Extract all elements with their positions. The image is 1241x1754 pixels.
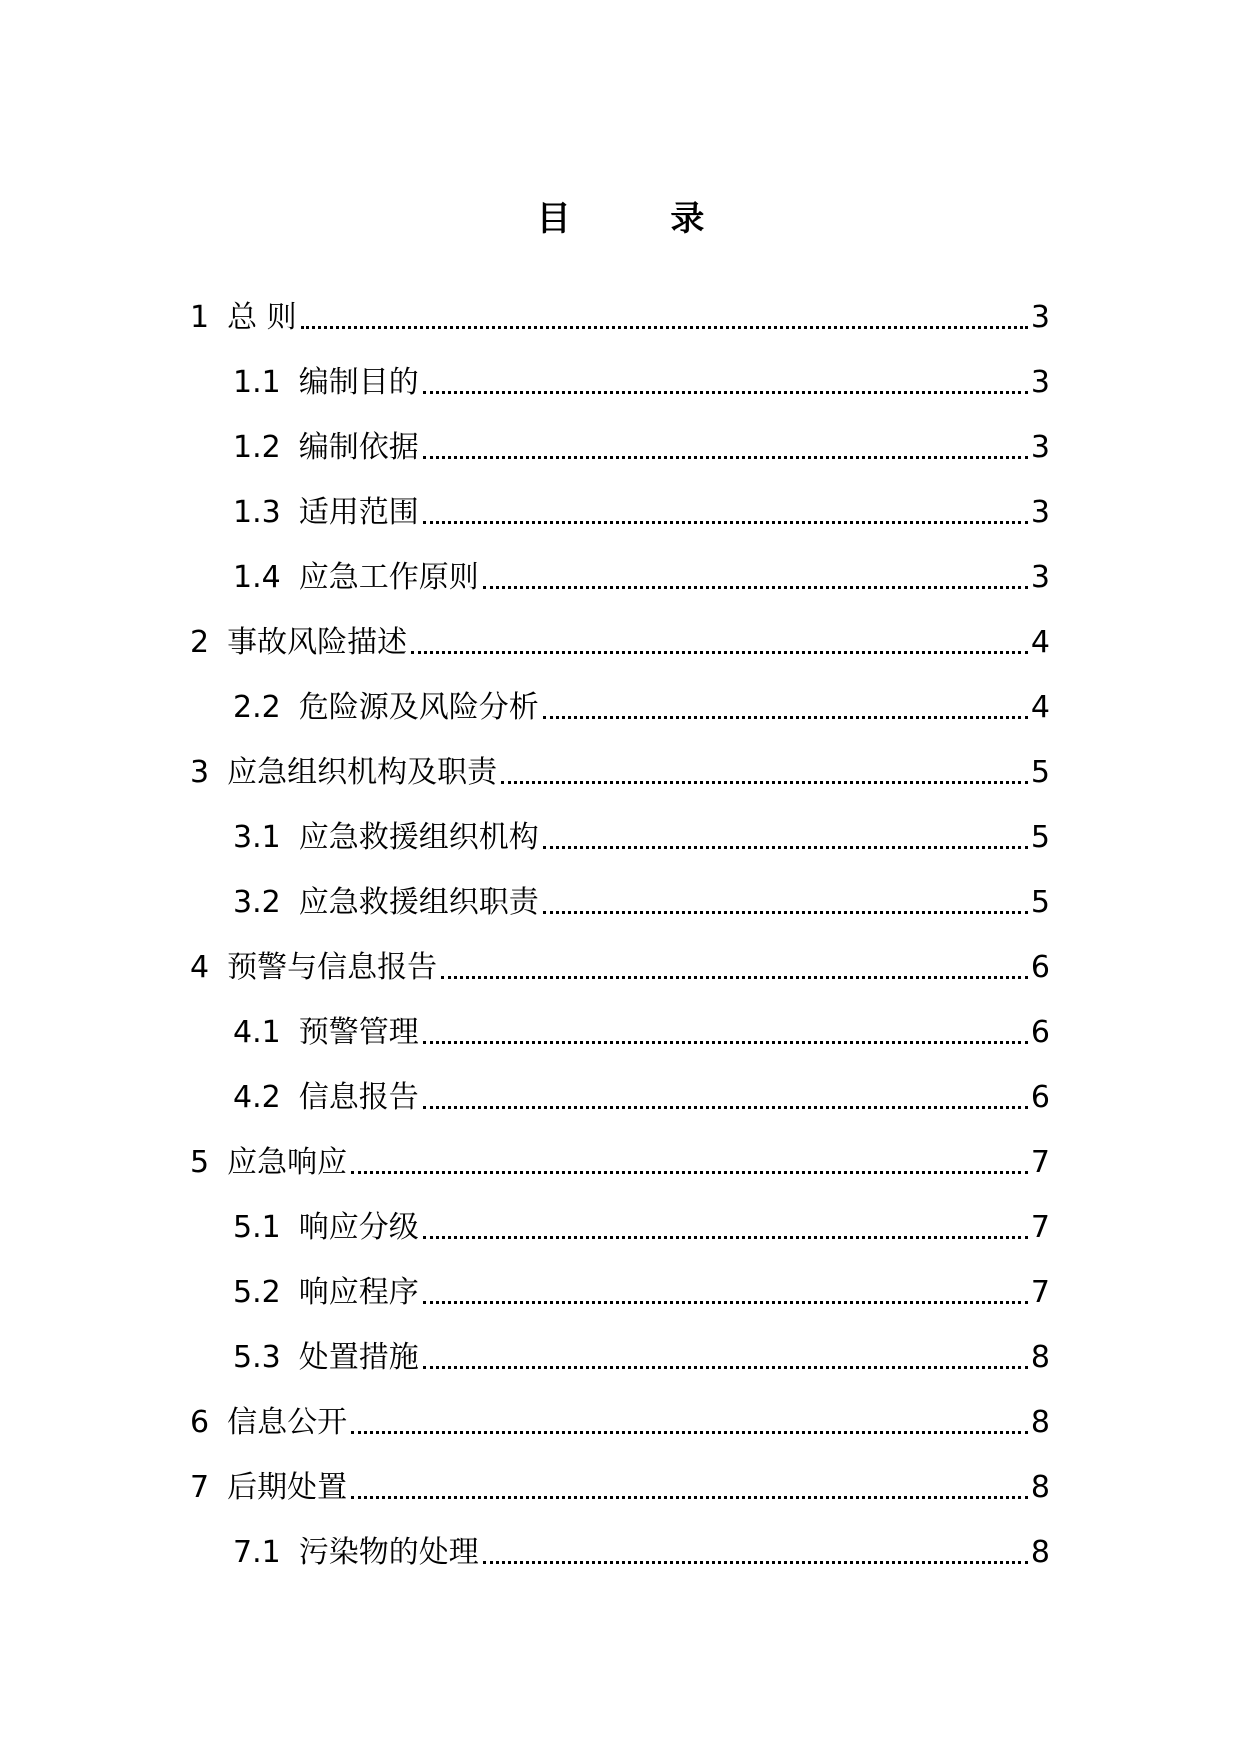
- toc-entry-page-number: 6: [1030, 1015, 1050, 1050]
- toc-dot-leader: [483, 586, 1028, 589]
- toc-dot-leader: [423, 1301, 1028, 1304]
- toc-entry-page-number: 4: [1030, 625, 1050, 660]
- toc-entry-number: 1.4: [233, 560, 281, 595]
- toc-entry-number: 3.2: [233, 885, 281, 920]
- toc-entry-label: 适用范围: [298, 495, 419, 530]
- toc-entry-label: 预警与信息报告: [227, 950, 438, 985]
- toc-entry-page-number: 8: [1030, 1535, 1050, 1570]
- toc-entry-chapter[interactable]: [190, 926, 1050, 991]
- toc-entry-number: 1.1: [233, 365, 281, 400]
- toc-entry-page-number: 6: [1030, 950, 1050, 985]
- toc-entry-number: 5: [190, 1145, 210, 1180]
- toc-entry-chapter[interactable]: [190, 731, 1050, 796]
- toc-entry-chapter[interactable]: [190, 276, 1050, 341]
- toc-entry-section[interactable]: [190, 666, 1050, 731]
- toc-entry-number: 4.2: [233, 1080, 281, 1115]
- toc-entry-section[interactable]: [190, 536, 1050, 601]
- toc-entry-number: 3: [190, 755, 210, 790]
- toc-entry-page-number: 5: [1030, 885, 1050, 920]
- toc-entry-section[interactable]: [190, 1511, 1050, 1576]
- toc-dot-leader: [423, 1106, 1028, 1109]
- toc-entry-page-number: 8: [1030, 1470, 1050, 1505]
- toc-entry-label: 应急响应: [227, 1145, 348, 1180]
- toc-entry-page-number: 8: [1030, 1405, 1050, 1440]
- toc-entry-number: 2.2: [233, 690, 281, 725]
- toc-entry-number: 1.3: [233, 495, 281, 530]
- toc-entry-number: 4.1: [233, 1015, 281, 1050]
- toc-entry-section[interactable]: [190, 861, 1050, 926]
- toc-entry-page-number: 7: [1030, 1210, 1050, 1245]
- toc-entry-label: 应急救援组织机构: [298, 820, 539, 855]
- toc-entry-chapter[interactable]: [190, 1446, 1050, 1511]
- toc-entry-page-number: 8: [1030, 1340, 1050, 1375]
- toc-entry-chapter[interactable]: [190, 1121, 1050, 1186]
- toc-dot-leader: [423, 1236, 1028, 1239]
- toc-entry-number: 3.1: [233, 820, 281, 855]
- toc-entry-section[interactable]: [190, 796, 1050, 861]
- toc-entry-section[interactable]: [190, 406, 1050, 471]
- toc-dot-leader: [543, 911, 1028, 914]
- toc-entry-label: 处置措施: [298, 1340, 419, 1375]
- toc-entry-label: 污染物的处理: [298, 1535, 479, 1570]
- toc-dot-leader: [543, 716, 1028, 719]
- toc-entry-label: 信息公开: [227, 1405, 348, 1440]
- toc-entry-page-number: 3: [1030, 560, 1050, 595]
- toc-entry-page-number: 7: [1030, 1275, 1050, 1310]
- toc-entry-number: 5.2: [233, 1275, 281, 1310]
- toc-entry-label: 应急组织机构及职责: [227, 755, 498, 790]
- toc-entry-section[interactable]: [190, 991, 1050, 1056]
- toc-dot-leader: [351, 1171, 1028, 1174]
- toc-entry-chapter[interactable]: [190, 1381, 1050, 1446]
- toc-entry-number: 7: [190, 1470, 210, 1505]
- toc-entry-label: 事故风险描述: [227, 625, 408, 660]
- toc-entry-label: 后期处置: [227, 1470, 348, 1505]
- toc-dot-leader: [301, 326, 1028, 329]
- toc-entry-page-number: 5: [1030, 755, 1050, 790]
- toc-entry-section[interactable]: [190, 1056, 1050, 1121]
- toc-entry-chapter[interactable]: [190, 601, 1050, 666]
- toc-dot-leader: [423, 521, 1028, 524]
- toc-entry-section[interactable]: [190, 471, 1050, 536]
- toc-entry-section[interactable]: [190, 341, 1050, 406]
- toc-entry-label: 预警管理: [298, 1015, 419, 1050]
- toc-entry-section[interactable]: [190, 1251, 1050, 1316]
- toc-entry-page-number: 7: [1030, 1145, 1050, 1180]
- toc-dot-leader: [423, 391, 1028, 394]
- toc-entry-label: 响应程序: [298, 1275, 419, 1310]
- toc-entry-label: 危险源及风险分析: [298, 690, 539, 725]
- toc-dot-leader: [351, 1496, 1028, 1499]
- toc-dot-leader: [423, 1366, 1028, 1369]
- toc-list: [190, 276, 1050, 1576]
- toc-dot-leader: [411, 651, 1028, 654]
- toc-entry-page-number: 5: [1030, 820, 1050, 855]
- toc-entry-section[interactable]: [190, 1316, 1050, 1381]
- toc-entry-page-number: 3: [1030, 430, 1050, 465]
- toc-entry-section[interactable]: [190, 1186, 1050, 1251]
- toc-entry-number: 5.1: [233, 1210, 281, 1245]
- toc-dot-leader: [441, 976, 1028, 979]
- toc-dot-leader: [423, 1041, 1028, 1044]
- toc-entry-page-number: 6: [1030, 1080, 1050, 1115]
- toc-entry-label: 总 则: [227, 300, 297, 335]
- toc-entry-number: 1: [190, 300, 210, 335]
- toc-entry-number: 7.1: [233, 1535, 281, 1570]
- toc-entry-label: 响应分级: [298, 1210, 419, 1245]
- toc-dot-leader: [501, 781, 1028, 784]
- toc-entry-page-number: 3: [1030, 495, 1050, 530]
- toc-entry-label: 应急救援组织职责: [298, 885, 539, 920]
- toc-dot-leader: [543, 846, 1028, 849]
- toc-entry-label: 信息报告: [298, 1080, 419, 1115]
- toc-entry-number: 4: [190, 950, 210, 985]
- toc-entry-number: 5.3: [233, 1340, 281, 1375]
- toc-entry-page-number: 3: [1030, 365, 1050, 400]
- toc-dot-leader: [351, 1431, 1028, 1434]
- toc-entry-number: 2: [190, 625, 210, 660]
- toc-entry-number: 1.2: [233, 430, 281, 465]
- toc-entry-page-number: 3: [1030, 300, 1050, 335]
- toc-entry-label: 应急工作原则: [298, 560, 479, 595]
- toc-dot-leader: [483, 1561, 1028, 1564]
- toc-title: 目 录: [536, 199, 749, 239]
- toc-dot-leader: [423, 456, 1028, 459]
- toc-entry-page-number: 4: [1030, 690, 1050, 725]
- toc-entry-label: 编制目的: [298, 365, 419, 400]
- toc-entry-number: 6: [190, 1405, 210, 1440]
- toc-entry-label: 编制依据: [298, 430, 419, 465]
